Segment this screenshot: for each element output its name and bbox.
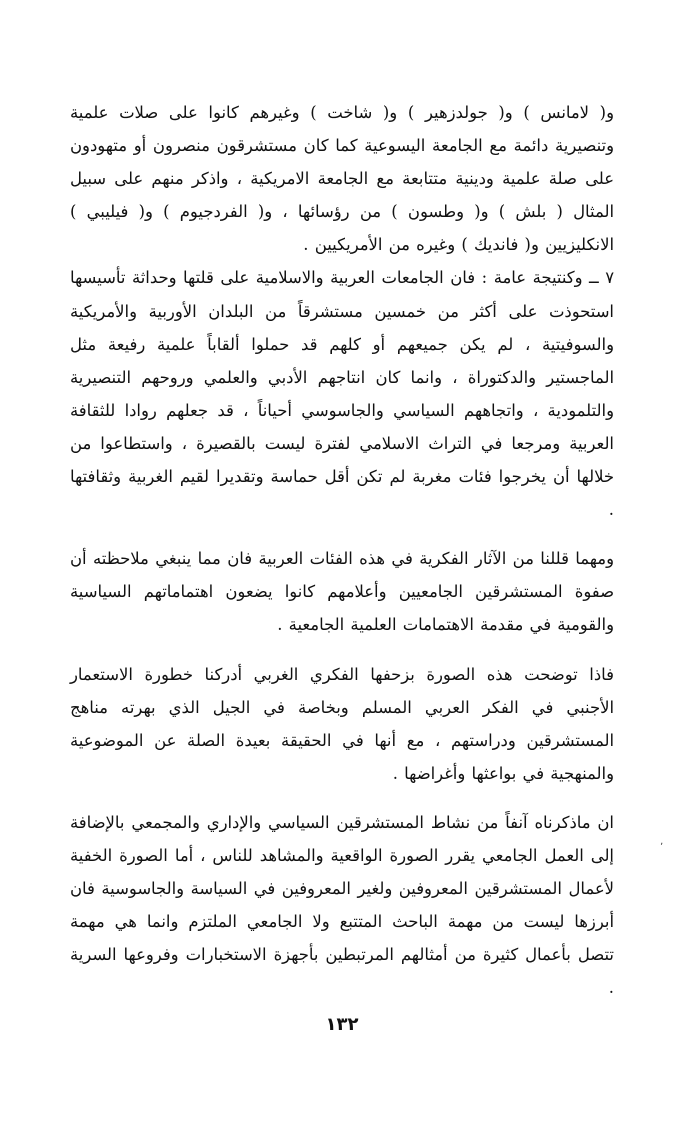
paragraph-hidden-activities: ان ماذكرناه آنفاً من نشاط المستشرقين السياسي والإداري والمجمعي بالإضافة إلى العمل الجامعي يقرر الصورة الواقعية والمشاهد للناس ، أما الصورة الخفية لأعمال المستشرقين المعروفين ولغير المعروفين في السياسة والجاسوسية فان أبرزها ليست من مهمة الباحث المتتبع ولا الجامعي الملتزم وانما هي مهمة تتصل بأعمال كثيرة من أمثالهم المرتبطين بأجهزة الاستخبارات وفروعها السرية .	[70, 812, 614, 998]
paragraph-general-conclusion: ٧ ــ وكنتيجة عامة : فان الجامعات العربية والاسلامية على قلتها وحداثة تأسيسها استحوذت على أكثر من خمسين مستشرقاً من البلدان الأوربية والأمريكية والسوفيتية ، لم يكن جميعهم أو كلهم قد حملوا ألقاباً علمية رفيعة مثل الماجستير والدكتوراة ، وانما كان انتاجهم الأدبي والعلمي وروحهم التنصيرية والتلمودية ، واتجاههم السياسي والجاسوسي أحياناً ، قد جعلهم روادا للثقافة العربية ومرجعا في التراث الاسلامي لفترة ليست بالقصيرة ، واستطاعوا من خلالها أن يخرجوا فئات مغربة لم تكن أقل حماسة وتقديرا لقيم الغربية وثقافتها .	[70, 268, 614, 520]
paragraph-colonial-danger: فاذا توضحت هذه الصورة بزحفها الفكري الغربي أدركنا خطورة الاستعمار الأجنبي في الفكر العربي المسلم وبخاصة في الجيل الذي بهرته مناهج المستشرقين ودراستهم ، مع أنها في الحقيقة بعيدة الصلة عن الموضوعية والمنهجية في بواعثها وأغراضها .	[70, 664, 614, 783]
paragraph-orientalists-universities: و( لامانس ) و( جولدزهير ) و( شاخت ) وغيرهم كانوا على صلات علمية وتنصيرية دائمة مع الجامعة اليسوعية كما كان مستشرقون منصرون أو متهودون على صلة علمية ودينية متتابعة مع الجامعة الامريكية ، واذكر منهم على سبيل المثال ( بلش ) و( وطسون ) من رؤسائها ، و( الفردجيوم ) و( فيليبي ) الانكليزيين و( فانديك ) وغيره من الأمريكيين .	[70, 103, 614, 255]
page-number: ١٣٢	[325, 1014, 359, 1035]
stray-mark: ٬	[660, 842, 664, 853]
body-text	[70, 96, 614, 1004]
paragraph-intellectual-effects: ومهما قللنا من الآثار الفكرية في هذه الفئات العربية فان مما ينبغي ملاحظته أن صفوة المستشرقين الجامعيين وأعلامهم كانوا يضعون اهتماماتهم السياسية والقومية في مقدمة الاهتمامات العلمية الجامعية .	[70, 549, 614, 635]
